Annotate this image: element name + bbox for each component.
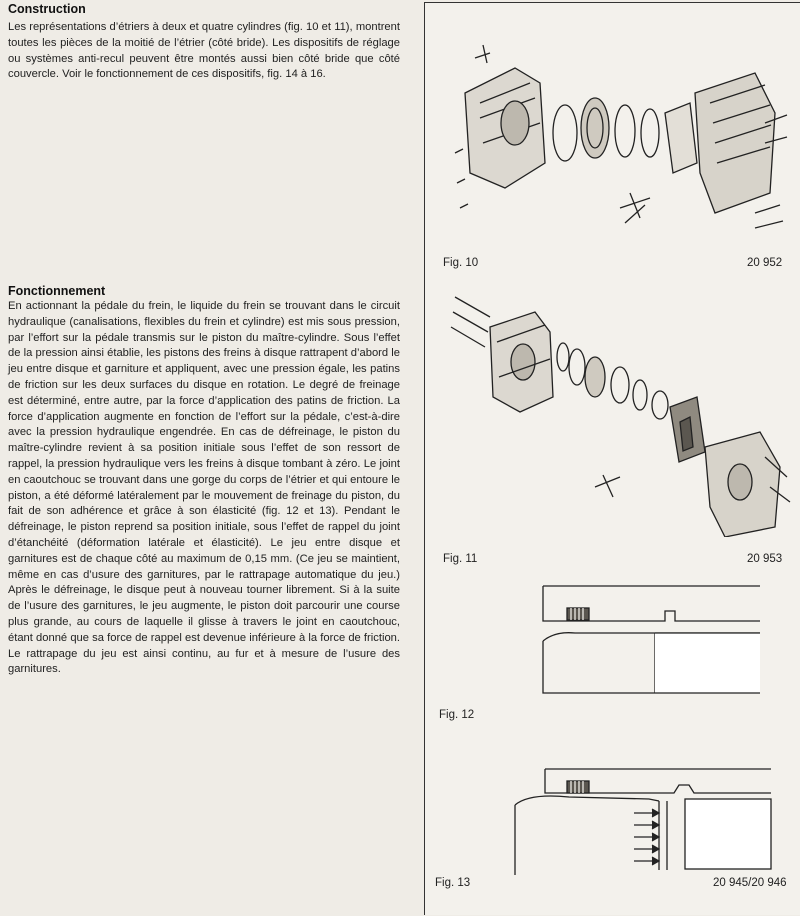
paragraph-construction: Les représentations d’étriers à deux et quatre cylindres (fig. 10 et 11), montrent toutes les pièces de la moitié de l’étrier (côté bride). Les dispositifs de réglage ou systèmes anti-recul peuvent être montés aussi bien côté bride que côté couvercle. Voir le fonctionnement de ces dispositifs, fig. 14 à 16. [8,21,400,81]
fig10-exploded-caliper-illustration [435,23,795,253]
fig11-caption: Fig. 11 [443,553,478,565]
paragraph-fonctionnement: En actionnant la pédale du frein, le liquide du frein se trouvant dans le circuit hydraulique (canalisations, flexibles du frein et cylindre) est mis sous pression, par l’effort sur la pédale transmis sur le piston du maître-cylindre. Sous l’effet de la pression ainsi établie, les pistons des freins à disque rattrapent d’abord le jeu entre disque et garniture et appliquent, avec une pression égale, les patins de friction sur les deux surfaces du disque en rotation. Le degré de freinage est déterminé, entre autre, par la force d’application des patins de friction. La force d’application augmente en fonction de l’effort sur la pédale, c’est-à-dire avec la pression hydraulique engendrée. En cas de défreinage, le piston du maître-cylindre revient à sa position initiale sous l’effet de son ressort de rappel, la pression hydraulique vers les freins à disque tombant à zéro. Le joint en caoutchouc se trouvant dans une gorge du corps de l’étrier et qui entoure le piston, a été déformé latéralement par le mouvement de freinage du piston, du fait de son adhérence et grâce à son élasticité (fig. 12 et 13). Pendant le défreinage, le piston reprend sa position initiale, sous l’effet de rappel du joint d’étanchéité (déformation latérale et élasticité). Le jeu entre disque et garnitures est de chaque côté au maximum de 0,15 mm. (Ce jeu se maintient, même en cas d’usure des garnitures, par le rattrapage automatique du jeu.) Après le défreinage, le disque peut à nouveau tourner librement. Si à la suite de l’usure des garnitures, le jeu augmente, le piston doit parcourir une course plus grande, au cours de laquelle il glisse à travers le joint en caoutchouc, étant donné que sa force de rappel est devenue inférieure à la force de friction. Le rattrapage du jeu est ainsi continu, au fur et à mesure de l’usure des garnitures. [8,300,400,676]
fig10-caption: Fig. 10 [443,257,479,269]
fig13-code: 20 945/20 946 [713,877,787,889]
fig12-caption: Fig. 12 [439,709,475,721]
heading-fonctionnement: Fonctionnement [8,284,106,298]
fig12-seal-section-diagram [535,581,765,706]
fig11-exploded-caliper-illustration [435,287,795,537]
fig13-caption: Fig. 13 [435,877,471,889]
fig11-code: 20 953 [747,553,783,565]
figure-column [424,2,800,915]
heading-construction: Construction [8,2,86,16]
fig13-seal-section-diagram [509,765,773,877]
fig10-code: 20 952 [747,257,783,269]
